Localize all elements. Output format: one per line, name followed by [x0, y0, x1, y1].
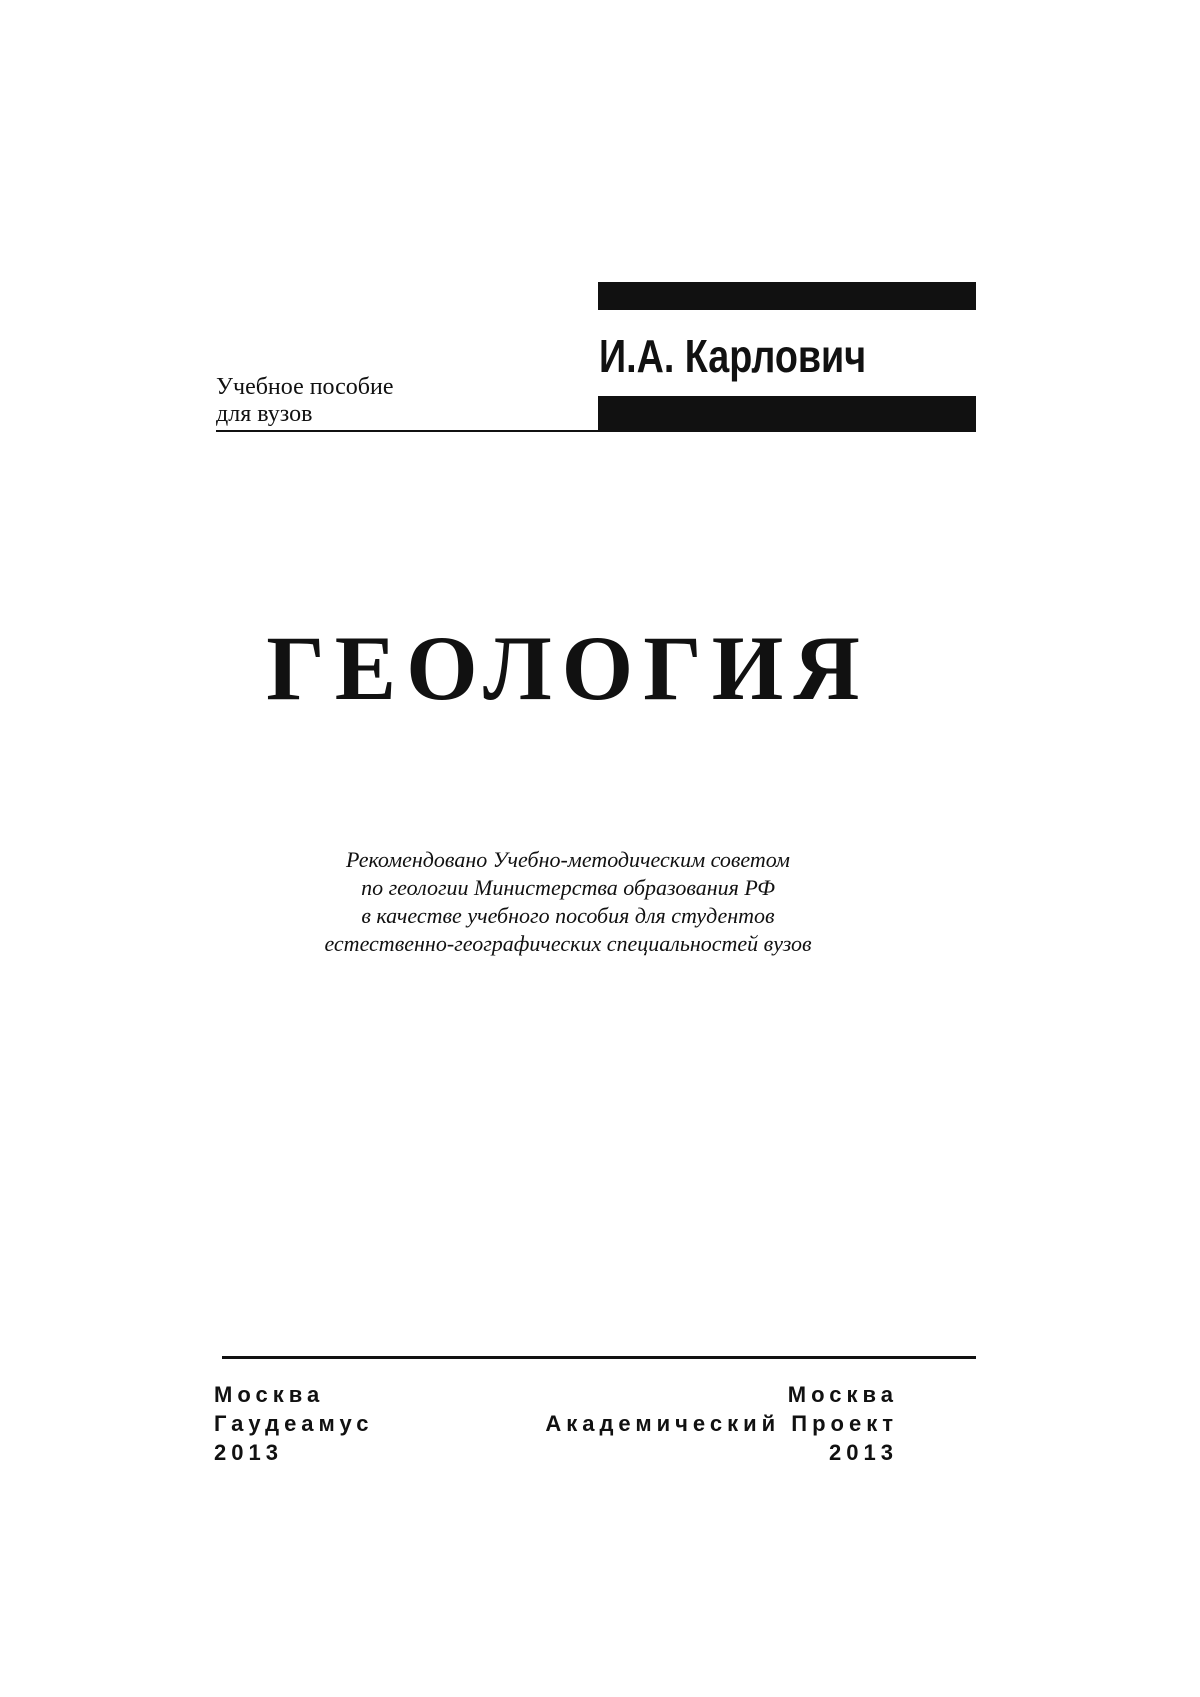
imprint-left-city: Москва [214, 1382, 325, 1407]
imprint-right-publisher: Академический Проект [545, 1411, 898, 1436]
imprint-right-year: 2013 [829, 1440, 898, 1465]
author-bar-top [598, 282, 976, 310]
series-label [216, 374, 394, 428]
recommendation-line: в качестве учебного пособия для студентов [361, 903, 775, 928]
recommendation-line: Рекомендовано Учебно-методическим советом [346, 847, 790, 872]
footer-rule [222, 1356, 976, 1359]
book-title: ГЕОЛОГИЯ [266, 617, 870, 719]
author-bar-bottom [598, 396, 976, 432]
imprint-left-year: 2013 [214, 1440, 283, 1465]
recommendation-line: естественно-географических специальностей вузов [324, 931, 812, 956]
imprint-left-publisher: Гаудеамус [214, 1411, 374, 1436]
recommendation-note [0, 846, 1136, 958]
imprint-right-city: Москва [787, 1382, 898, 1407]
imprint-right [545, 1380, 898, 1467]
recommendation-line: по геологии Министерства образования РФ [361, 875, 775, 900]
series-line-2: для вузов [216, 401, 313, 427]
author-name: И.А. Карлович [599, 330, 867, 382]
series-line-1: Учебное пособие [216, 374, 394, 400]
imprint-left [214, 1380, 373, 1467]
header-rule [216, 430, 600, 432]
